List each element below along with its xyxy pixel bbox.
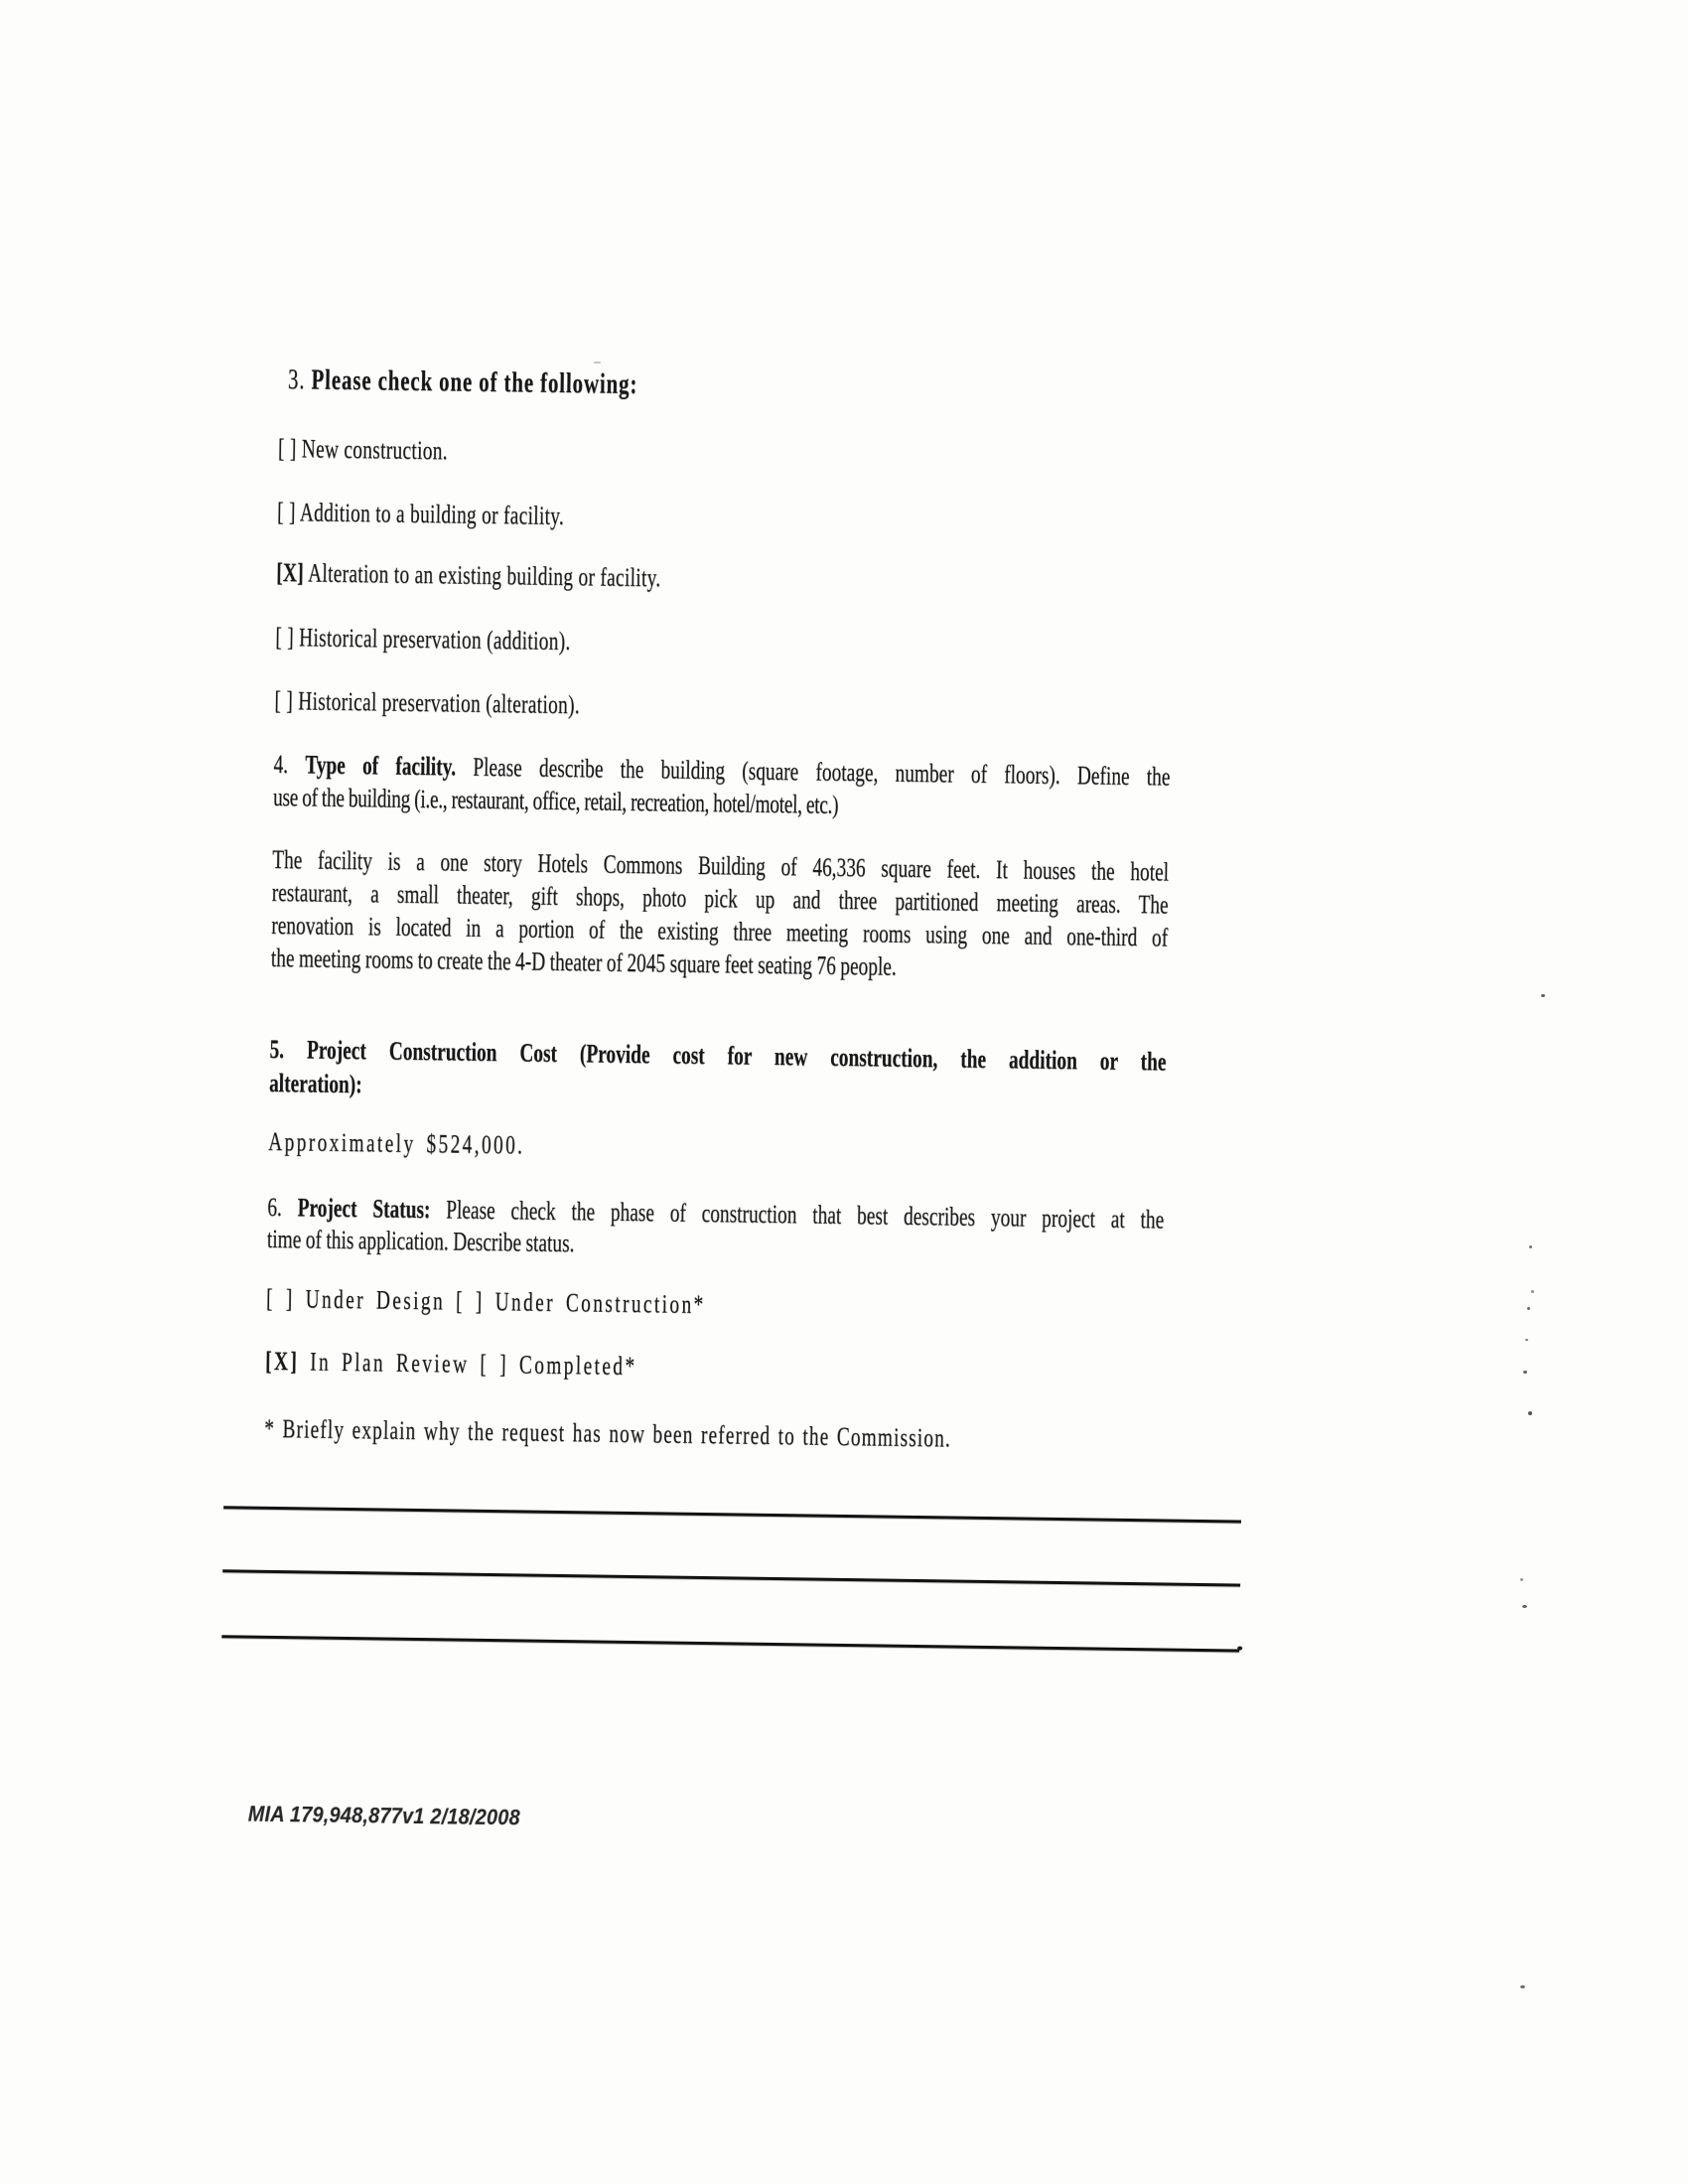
line-terminator-period [1237,1647,1242,1651]
checkbox-item-historical-addition [275,623,571,656]
checkbox-label: New construction. [301,434,449,466]
scan-speck [1523,1371,1527,1374]
section4-heading-line2: use of the building (i.e., restaurant, office, retail, recreation, hotel/motel, etc.) [272,782,839,819]
section6-heading-line2: time of this application. Describe status. [266,1224,575,1258]
section5-answer: Approximately $524,000. [268,1126,525,1160]
section5-number: 5. [269,1034,285,1065]
section6-number: 6. [267,1192,283,1223]
scan-speck [1528,1411,1532,1415]
section5-heading [269,1033,1167,1113]
section6-heading [267,1192,1165,1268]
section6-title: Project Status: [297,1193,431,1225]
section4-heading-line1: 4. Type of facility. Please describe the building (square footage, number of floors). Define the [273,749,1171,792]
checkbox-box-checked: [X] [264,1346,300,1377]
footer-doc-id: MIA 179,948,877v1 2/18/2008 [247,1801,521,1830]
checkbox-box: [ ] [277,433,297,464]
checkbox-label: Historical preservation (addition). [298,623,571,656]
checkbox-label: Historical preservation (alteration). [298,686,581,720]
scan-speck [1531,1290,1534,1293]
scan-speck [594,362,601,364]
status-options-row-1 [266,1284,706,1320]
section5-heading-line2: alteration): [268,1068,362,1099]
section3-title: Please check one of the following: [311,364,638,400]
scan-speck [1525,1339,1528,1341]
answer-line: The facility is a one story Hotels Commons Building of 46,336 square feet. It houses the hotel [272,844,1170,887]
checkbox-box-checked: [X] [276,557,305,588]
section4-number: 4. [273,749,289,780]
status-options-row-2 [265,1347,637,1382]
checkbox-box: [ ] [275,622,295,653]
checkbox-label: Completed* [518,1350,637,1382]
scan-speck [1527,1307,1530,1310]
answer-blank-line [223,1506,1241,1523]
answer-line: the meeting rooms to create the 4-D theater of 2045 square feet seating 76 people. [270,943,897,981]
section4-title: Type of facility. [305,750,457,782]
answer-line: restaurant, a small theater, gift shops, photo pick up and three partitioned meeting areas. The [271,877,1169,920]
checkbox-box: [ ] [265,1283,295,1314]
scan-speck [1520,1578,1523,1581]
footnote-text: * Briefly explain why the request has now been referred to the Commission. [264,1413,952,1453]
section3-heading [288,364,638,402]
checkbox-item-historical-alteration [274,686,580,720]
checkbox-label: Alteration to an existing building or facility. [307,558,661,593]
checkbox-label: Addition to a building or facility. [299,498,565,530]
checkbox-box: [ ] [274,685,294,716]
checkbox-box: [ ] [276,497,296,527]
answer-blank-line [222,1569,1240,1586]
section3-number: 3. [287,364,306,396]
checkbox-label: In Plan Review [309,1347,470,1379]
checkbox-box: [ ] [455,1286,485,1316]
answer-line: renovation is located in a portion of the existing three meeting rooms using one and one-third of [271,910,1169,952]
checkbox-item-addition [277,498,564,531]
checkbox-label: Under Design [305,1284,446,1316]
checkbox-box: [ ] [480,1349,509,1380]
section5-heading-line1: 5. Project Construction Cost (Provide cost for new construction, the addition or the [269,1034,1167,1077]
scan-speck [1522,1605,1527,1608]
section6-heading-line1: 6. Project Status: Please check the phase of construction that best describes your project at the [267,1192,1165,1235]
checkbox-item-new-construction [278,434,448,466]
checkbox-label: Under Construction* [494,1287,706,1320]
answer-blank-line [221,1635,1239,1652]
scan-speck [1520,1985,1525,1988]
scan-speck [1529,1245,1532,1248]
section4-answer [271,843,1170,987]
checkbox-item-alteration [276,558,661,593]
scan-speck [1541,994,1545,997]
section4-heading [273,748,1171,826]
